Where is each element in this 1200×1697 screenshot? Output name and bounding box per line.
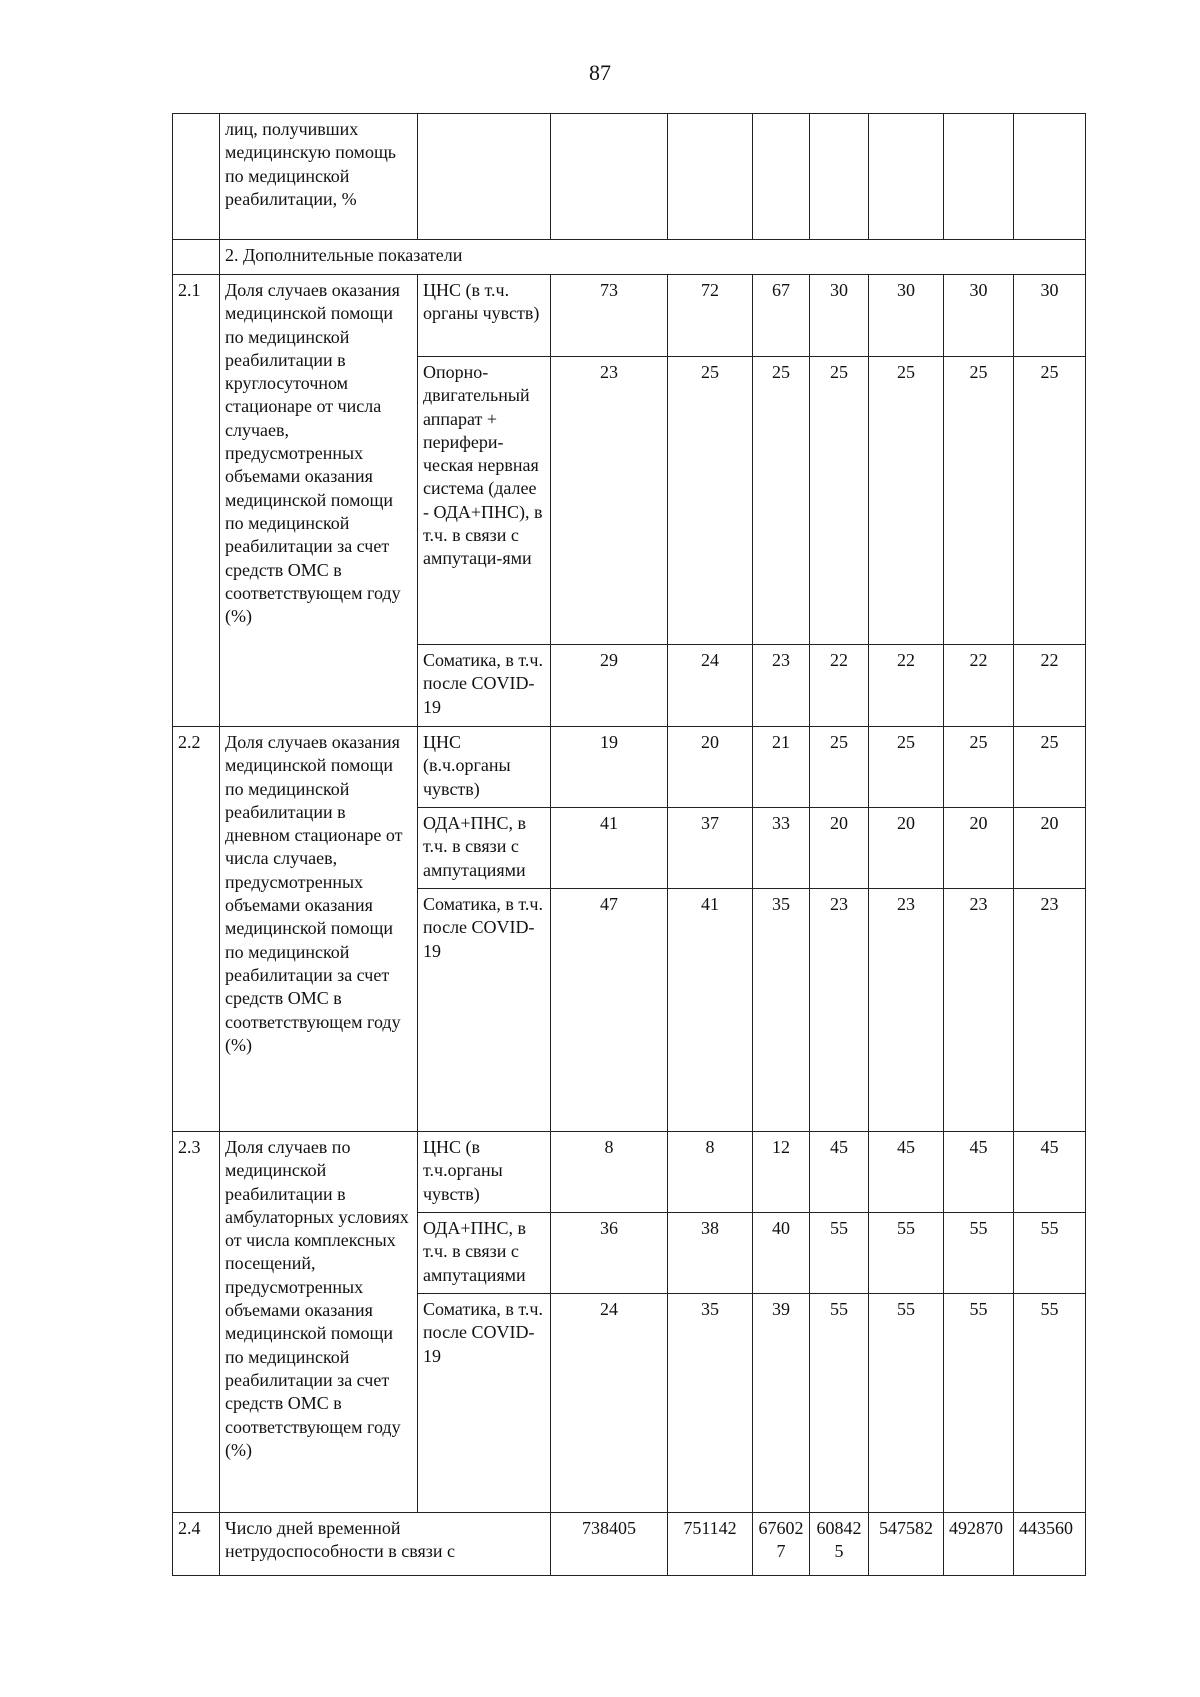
value-cell: 20 xyxy=(869,808,944,889)
value-cell: 25 xyxy=(668,357,753,645)
value-cell: 25 xyxy=(944,357,1014,645)
value-cell: 23 xyxy=(944,889,1014,1132)
value-cell: 25 xyxy=(869,727,944,808)
indicator-name: Доля случаев по медицинской реабилитации в амбулаторных условиях от числа комплексных посещений, предусмотренных объемами оказания медицинской помощи по медицинской реабилитации за счет средств ОМС в соответствующем году (%) xyxy=(220,1132,418,1513)
subcategory-label: Соматика, в т.ч. после COVID-19 xyxy=(418,1294,551,1513)
table-row xyxy=(173,275,1086,357)
value-cell: 45 xyxy=(869,1132,944,1213)
value-cell: 738405 xyxy=(551,1513,668,1576)
value-cell: 25 xyxy=(810,727,869,808)
value-cell: 73 xyxy=(551,275,668,357)
section-title: 2. Дополнительные показатели xyxy=(220,240,1086,275)
value-cell: 72 xyxy=(668,275,753,357)
value-cell: 22 xyxy=(944,645,1014,727)
value-cell: 608425 xyxy=(810,1513,869,1576)
value-cell: 8 xyxy=(551,1132,668,1213)
value-cell: 39 xyxy=(753,1294,810,1513)
value-cell: 30 xyxy=(944,275,1014,357)
value-cell: 751142 xyxy=(668,1513,753,1576)
indicator-name: Число дней временной нетрудоспособности в связи с xyxy=(220,1513,551,1576)
value-cell: 37 xyxy=(668,808,753,889)
value-cell: 492870 xyxy=(944,1513,1014,1576)
value-cell: 38 xyxy=(668,1213,753,1294)
value-cell: 55 xyxy=(810,1294,869,1513)
value-cell: 35 xyxy=(753,889,810,1132)
value-cell: 676027 xyxy=(753,1513,810,1576)
section-header-row xyxy=(173,240,1086,275)
subcategory-label: ОДА+ПНС, в т.ч. в связи с ампутациями xyxy=(418,808,551,889)
value-cell: 25 xyxy=(810,357,869,645)
subcategory-label: ЦНС (в т.ч. органы чувств) xyxy=(418,275,551,357)
value-cell: 8 xyxy=(668,1132,753,1213)
row-number: 2.2 xyxy=(173,727,220,1132)
value-cell: 24 xyxy=(551,1294,668,1513)
subcategory-label: Соматика, в т.ч. после COVID-19 xyxy=(418,889,551,1132)
value-cell: 23 xyxy=(810,889,869,1132)
row-number xyxy=(173,114,220,240)
value-cell: 23 xyxy=(753,645,810,727)
indicators-table xyxy=(172,113,1086,1576)
value-cell: 20 xyxy=(668,727,753,808)
value-cell: 29 xyxy=(551,645,668,727)
value-cell: 55 xyxy=(1014,1294,1086,1513)
value-cell: 55 xyxy=(944,1213,1014,1294)
indicator-name: Доля случаев оказания медицинской помощи по медицинской реабилитации в дневном стационаре от числа случаев, предусмотренных объемами оказания медицинской помощи по медицинской реабилитации за счет средств ОМС в соответствующем году (%) xyxy=(220,727,418,1132)
subcategory-label: ЦНС (в.ч.органы чувств) xyxy=(418,727,551,808)
value-cell: 40 xyxy=(753,1213,810,1294)
value-cell: 41 xyxy=(551,808,668,889)
value-cell: 55 xyxy=(1014,1213,1086,1294)
value-cell: 22 xyxy=(810,645,869,727)
value-cell: 20 xyxy=(810,808,869,889)
value-cell: 36 xyxy=(551,1213,668,1294)
value-cell: 547582 xyxy=(869,1513,944,1576)
table-row xyxy=(173,1513,1086,1576)
value-cell: 45 xyxy=(944,1132,1014,1213)
value-cell: 19 xyxy=(551,727,668,808)
value-cell: 25 xyxy=(944,727,1014,808)
value-cell: 20 xyxy=(1014,808,1086,889)
subcategory-label: ЦНС (в т.ч.органы чувств) xyxy=(418,1132,551,1213)
subcategory-label: Опорно-двигательный аппарат + перифери-ческая нервная система (далее - ОДА+ПНС), в т.ч. в связи с ампутаци-ями xyxy=(418,357,551,645)
row-number: 2.3 xyxy=(173,1132,220,1513)
value-cell: 23 xyxy=(1014,889,1086,1132)
value-cell: 23 xyxy=(869,889,944,1132)
value-cell: 45 xyxy=(810,1132,869,1213)
value-cell: 25 xyxy=(869,357,944,645)
value-cell: 67 xyxy=(753,275,810,357)
subcategory-label: Соматика, в т.ч. после COVID-19 xyxy=(418,645,551,727)
value-cell: 443560 xyxy=(1014,1513,1086,1576)
value-cell: 22 xyxy=(1014,645,1086,727)
value-cell: 24 xyxy=(668,645,753,727)
value-cell: 25 xyxy=(753,357,810,645)
value-cell: 30 xyxy=(1014,275,1086,357)
subcategory-label: ОДА+ПНС, в т.ч. в связи с ампутациями xyxy=(418,1213,551,1294)
value-cell: 33 xyxy=(753,808,810,889)
value-cell: 22 xyxy=(869,645,944,727)
indicator-name: лиц, получивших медицинскую помощь по медицинской реабилитации, % xyxy=(220,114,418,240)
value-cell: 47 xyxy=(551,889,668,1132)
row-number: 2.1 xyxy=(173,275,220,727)
value-cell: 30 xyxy=(810,275,869,357)
value-cell: 25 xyxy=(1014,727,1086,808)
row-number: 2.4 xyxy=(173,1513,220,1576)
value-cell: 41 xyxy=(668,889,753,1132)
table-row xyxy=(173,114,1086,240)
table-row xyxy=(173,727,1086,808)
page-number: 87 xyxy=(589,60,611,85)
value-cell: 45 xyxy=(1014,1132,1086,1213)
value-cell: 23 xyxy=(551,357,668,645)
value-cell: 55 xyxy=(869,1213,944,1294)
value-cell: 20 xyxy=(944,808,1014,889)
value-cell: 35 xyxy=(668,1294,753,1513)
value-cell: 21 xyxy=(753,727,810,808)
value-cell: 55 xyxy=(810,1213,869,1294)
value-cell: 30 xyxy=(869,275,944,357)
indicator-name: Доля случаев оказания медицинской помощи по медицинской реабилитации в круглосуточном стационаре от числа случаев, предусмотренных объемами оказания медицинской помощи по медицинской реабилитации за счет средств ОМС в соответствующем году (%) xyxy=(220,275,418,727)
value-cell: 55 xyxy=(869,1294,944,1513)
value-cell: 25 xyxy=(1014,357,1086,645)
value-cell: 12 xyxy=(753,1132,810,1213)
value-cell: 55 xyxy=(944,1294,1014,1513)
table-row xyxy=(173,1132,1086,1213)
